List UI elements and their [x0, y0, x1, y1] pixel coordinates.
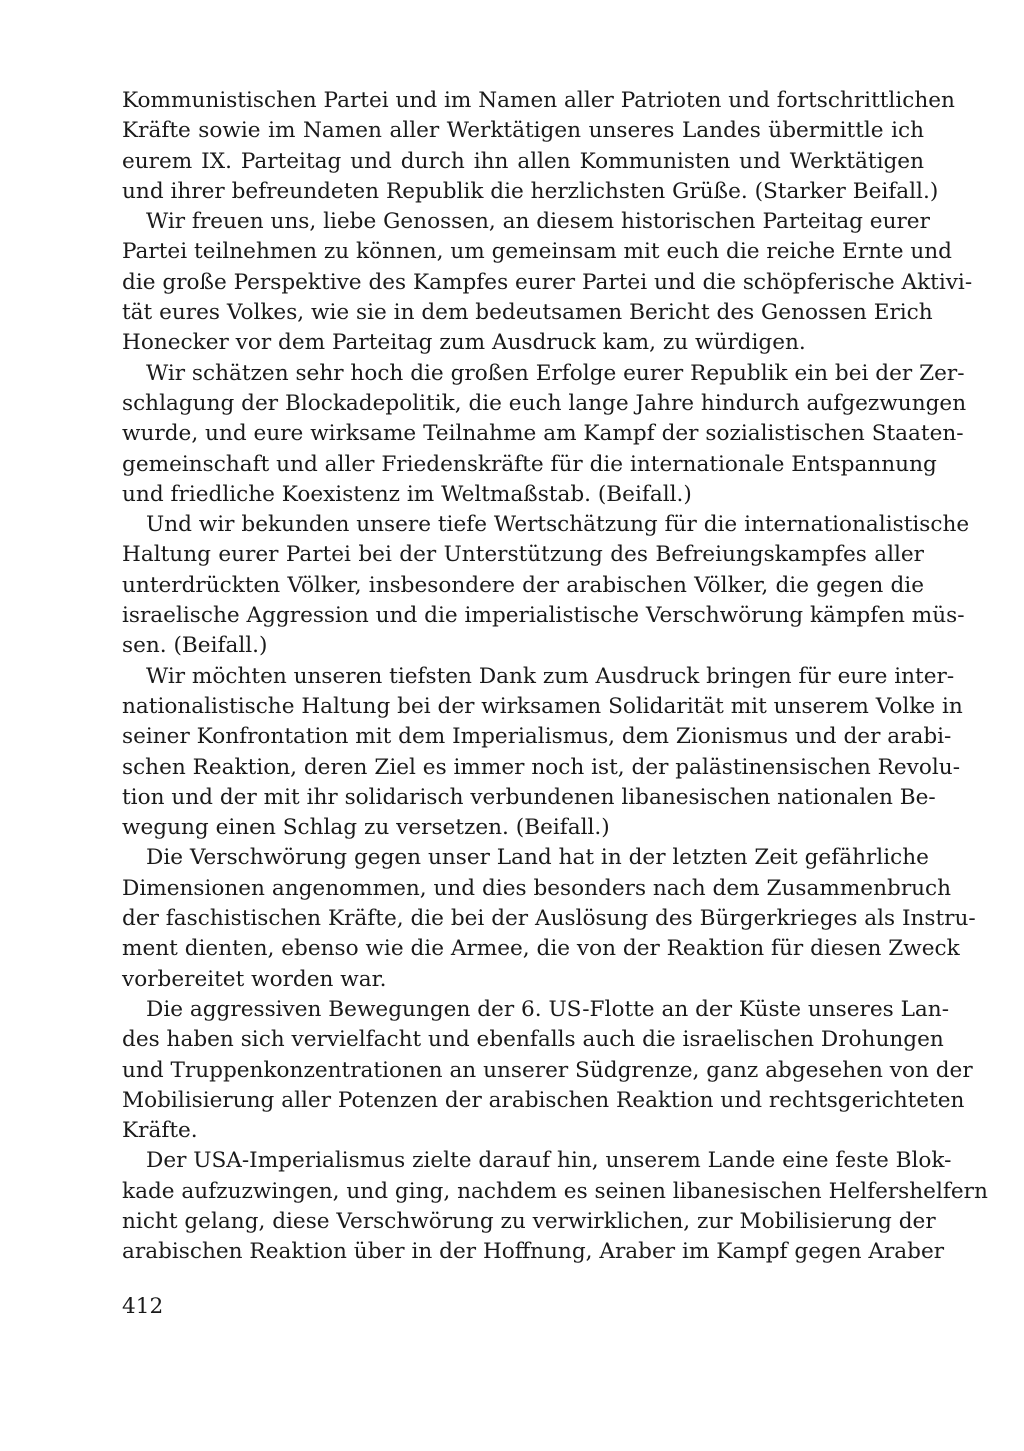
text-line: vorbereitet worden war. — [122, 966, 387, 992]
text-line: unterdrückten Völker, insbesondere der arabischen Völker, die gegen die — [122, 572, 924, 598]
text-line: und Truppenkonzentrationen an unserer Südgrenze, ganz abgesehen von der — [122, 1057, 973, 1083]
text-line: und friedliche Koexistenz im Weltmaßstab. (Beifall.) — [122, 481, 692, 507]
text-line: Dimensionen angenommen, und dies besonders nach dem Zusammenbruch — [122, 875, 952, 901]
text-line: wegung einen Schlag zu versetzen. (Beifall.) — [122, 815, 610, 841]
paragraph-first-line: Wir möchten unseren tiefsten Dank zum Ausdruck bringen für eure inter- — [146, 663, 955, 689]
paragraph-first-line: Und wir bekunden unsere tiefe Wertschätzung für die internationalistische — [146, 512, 970, 538]
text-line: und ihrer befreundeten Republik die herzlichsten Grüße. (Starker Beifall.) — [122, 178, 939, 204]
text-line: tion und der mit ihr solidarisch verbundenen libanesischen nationalen Be- — [122, 784, 936, 810]
text-line: Kräfte. — [122, 1118, 198, 1144]
text-line: Mobilisierung aller Potenzen der arabischen Reaktion und rechtsgerichteten — [122, 1087, 965, 1113]
text-line: arabischen Reaktion über in der Hoffnung, Araber im Kampf gegen Araber — [122, 1239, 945, 1265]
text-line: Honecker vor dem Parteitag zum Ausdruck kam, zu würdigen. — [122, 330, 806, 356]
paragraph-first-line: Der USA-Imperialismus zielte darauf hin, unserem Lande eine feste Blok- — [146, 1148, 952, 1174]
paragraph-first-line: Die Verschwörung gegen unser Land hat in der letzten Zeit gefährliche — [146, 845, 929, 871]
text-line: nicht gelang, diese Verschwörung zu verwirklichen, zur Mobilisierung der — [122, 1208, 936, 1234]
paragraph-first-line: Wir freuen uns, liebe Genossen, an diesem historischen Parteitag eurer — [146, 209, 930, 235]
text-line: tät eures Volkes, wie sie in dem bedeutsamen Bericht des Genossen Erich — [122, 300, 933, 326]
text-line: israelische Aggression und die imperialistische Verschwörung kämpfen müs- — [122, 603, 965, 629]
text-line: der faschistischen Kräfte, die bei der Auslösung des Bürgerkrieges als Instru- — [122, 906, 976, 932]
text-line: des haben sich vervielfacht und ebenfalls auch die israelischen Drohungen — [122, 1027, 944, 1053]
text-line: Partei teilnehmen zu können, um gemeinsam mit euch die reiche Ernte und — [122, 239, 952, 265]
text-line: wurde, und eure wirksame Teilnahme am Kampf der sozialistischen Staaten- — [122, 421, 964, 447]
text-line: Haltung eurer Partei bei der Unterstützung des Befreiungskampfes aller — [122, 542, 924, 568]
text-line: Kräfte sowie im Namen aller Werktätigen unseres Landes übermittle ich — [122, 118, 924, 144]
text-line: gemeinschaft und aller Friedenskräfte für die internationale Entspannung — [122, 451, 937, 477]
page-body — [122, 86, 988, 1268]
text-line: seiner Konfrontation mit dem Imperialismus, dem Zionismus und der arabi- — [122, 724, 952, 750]
text-line: ment dienten, ebenso wie die Armee, die von der Reaktion für diesen Zweck — [122, 936, 960, 962]
text-line: die große Perspektive des Kampfes eurer Partei und die schöpferische Aktivi- — [122, 269, 973, 295]
text-line: schlagung der Blockadepolitik, die euch lange Jahre hindurch aufgezwungen — [122, 390, 967, 416]
text-line: kade aufzuzwingen, und ging, nachdem es seinen libanesischen Helfershelfern — [122, 1178, 988, 1204]
text-line: sen. (Beifall.) — [122, 633, 268, 659]
paragraph-first-line: Die aggressiven Bewegungen der 6. US-Flotte an der Küste unseres Lan- — [146, 996, 949, 1022]
page-number: 412 — [122, 1294, 164, 1319]
text-line: nationalistische Haltung bei der wirksamen Solidarität mit unserem Volke in — [122, 693, 963, 719]
text-line: schen Reaktion, deren Ziel es immer noch ist, der palästinensischen Revolu- — [122, 754, 960, 780]
text-line: eurem IX. Parteitag und durch ihn allen Kommunisten und Werktätigen — [122, 148, 924, 174]
text-line: Kommunistischen Partei und im Namen aller Patrioten und fortschrittlichen — [122, 88, 955, 113]
paragraph-first-line: Wir schätzen sehr hoch die großen Erfolge eurer Republik ein bei der Zer- — [146, 360, 965, 386]
